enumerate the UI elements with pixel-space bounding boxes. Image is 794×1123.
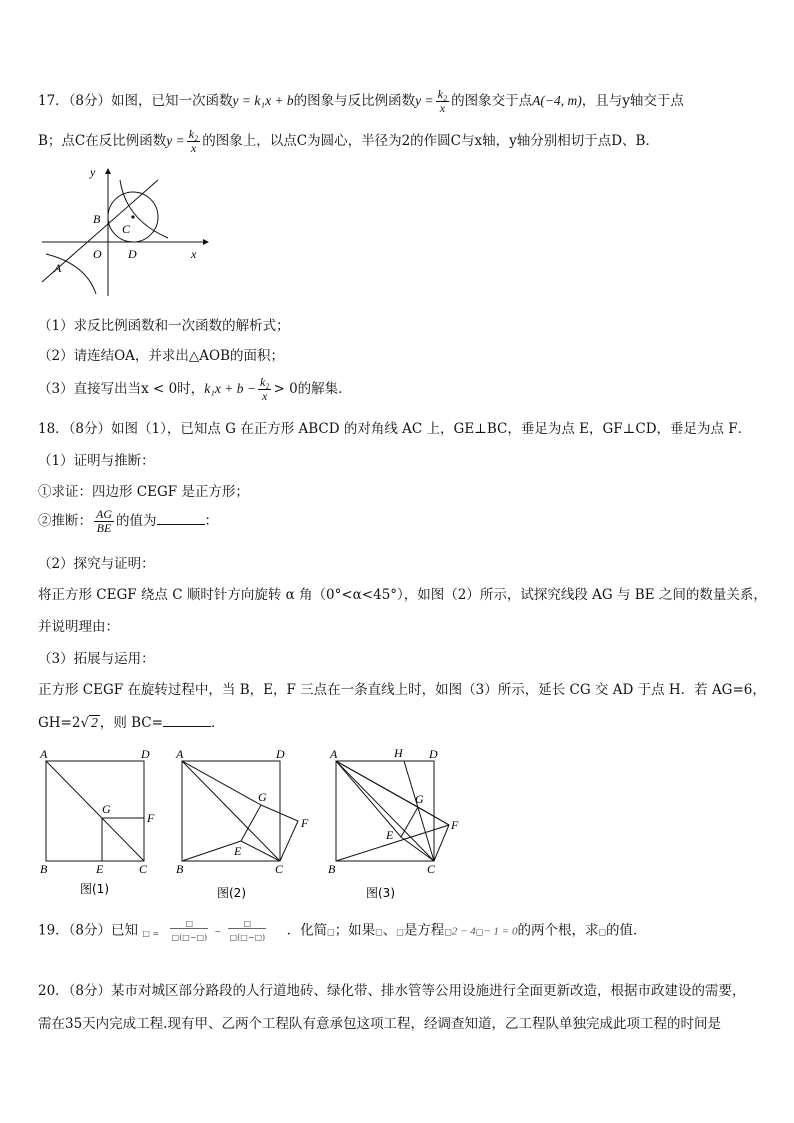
- q18-line1: 18．（8分）如图（1），已知点 G 在正方形 ABCD 的对角线 AC 上，GE⊥BC，垂足为点 E，GF⊥CD，垂足为点 F．: [38, 421, 752, 437]
- q19-frac-b-den: □(□−□): [229, 933, 266, 942]
- fig3-label-c: C: [427, 862, 436, 876]
- q18-line10-c: ．: [210, 715, 225, 731]
- q17-sub3: [38, 376, 352, 403]
- q19-frac-a: □: [170, 919, 208, 929]
- q17-sub1: （1）求反比例函数和一次函数的解析式；: [38, 318, 290, 334]
- q17-frac2-num: k₂: [188, 127, 199, 141]
- q19-frac-b: □: [228, 919, 266, 929]
- q17-frac-den: x: [439, 101, 446, 115]
- q17-frac-num: k₂: [437, 87, 448, 101]
- q17-y-eq-2: y =: [166, 133, 185, 148]
- center-c-dot: [131, 215, 134, 218]
- fig1-label-a: A: [40, 747, 48, 761]
- q19-garbled-expression: [142, 917, 282, 945]
- fig3-ae: [336, 761, 401, 837]
- fig2: [175, 747, 309, 900]
- fig3-label-b: B: [328, 862, 336, 876]
- q18-line4-c: ：: [204, 513, 218, 529]
- q17-line2: [38, 128, 659, 155]
- fig1-diagonal-ac: [46, 761, 144, 861]
- fig2-label-f: F: [301, 816, 309, 830]
- x-axis-arrow: [203, 239, 209, 245]
- fig3-label-f: F: [451, 818, 459, 832]
- q17-mid1: 的图象与反比例函数: [293, 93, 416, 109]
- fig3-label-e: E: [386, 828, 394, 842]
- y-axis-arrow: [105, 168, 111, 174]
- q17-point-a: A(−4, m): [532, 93, 582, 108]
- fig1-caption: 图(1): [80, 882, 109, 896]
- q17-prefix: 17．（8分）如图，已知一次函数: [38, 93, 233, 109]
- q17-sub3-b: > 0的解集．: [273, 381, 352, 397]
- q19-box-1: □ =: [142, 929, 160, 938]
- q19-line: [38, 917, 647, 945]
- label-a: A: [54, 261, 62, 275]
- q19-mid2: ；如果: [334, 922, 376, 939]
- q19-eq: 2 − 4: [451, 925, 476, 938]
- q17-sub3-den: x: [262, 389, 268, 403]
- fig2-caption: 图(2): [217, 886, 246, 900]
- q18-line4-a: ②推断：: [38, 513, 92, 529]
- fig1: [39, 747, 155, 896]
- q18-line5: （2）探究与证明：: [38, 556, 155, 572]
- q17-fraction-2: [187, 128, 201, 155]
- q18-line10-a: GH=2: [38, 715, 81, 731]
- fig2-square-cegf: [241, 805, 298, 861]
- q19-frac-a-den: □(□−□): [171, 933, 208, 942]
- q18-line2: （1）证明与推断：: [38, 453, 155, 469]
- q18-line10: GH=2√ 2 ，则 BC= ．: [38, 715, 225, 731]
- q17-sub3-num: k₂: [259, 375, 270, 389]
- q17-mid2: 的图象交于点: [451, 93, 533, 109]
- fig1-label-b: B: [40, 862, 48, 876]
- q18-line8: （3）拓展与运用：: [38, 651, 155, 667]
- fig2-label-c: C: [275, 862, 284, 876]
- answer-blank-1: [157, 512, 205, 525]
- fig3-caption: 图(3): [366, 886, 395, 900]
- q18-line6: 将正方形 CEGF 绕点 C 顺时针方向旋转 α 角（0°<α<45°），如图（2）所示，试探究线段 AG 与 BE 之间的数量关系，: [38, 587, 767, 603]
- q19-tail2: 的值．: [606, 922, 647, 939]
- label-o: O: [93, 247, 102, 261]
- q18-frac-den: BE: [96, 521, 112, 535]
- fig2-label-g: G: [258, 790, 267, 804]
- fig2-label-b: B: [176, 862, 184, 876]
- q19-box: □: [327, 927, 335, 937]
- fig1-label-c: C: [139, 862, 148, 876]
- fig1-label-f: F: [147, 811, 155, 825]
- fig3-label-g: G: [415, 792, 424, 806]
- fig3-label-h: H: [394, 746, 403, 760]
- q19-box: □: [375, 927, 383, 937]
- q20-line2: 需在35天内完成工程.现有甲、乙两个工程队有意承包这项工程，经调查知道，乙工程队单独完成此项工程的时间是: [38, 1016, 721, 1032]
- q19-eq2: − 1 = 0: [483, 925, 518, 938]
- answer-blank-2: [163, 714, 211, 727]
- label-c: C: [122, 222, 131, 236]
- q19-box: □: [444, 927, 452, 937]
- q17-y-eq: y =: [415, 93, 434, 108]
- fig3: [328, 746, 459, 900]
- fig2-label-a: A: [176, 747, 184, 761]
- q17-fraction: [436, 88, 450, 115]
- q17-frac2-den: x: [190, 141, 197, 155]
- q18-frac-num: AG: [96, 507, 112, 521]
- q17-line2-b: 的图象上，以点C为圆心，半径为2的作圆C与x轴，y轴分别相切于点D、B．: [202, 133, 659, 149]
- q18-line9: 正方形 CEGF 在旋转过程中，当 B，E，F 三点在一条直线上时，如图（3）所示，延长 CG 交 AD 于点 H．若 AG=6，: [38, 682, 766, 698]
- fig1-label-d: D: [141, 747, 150, 761]
- q17-line1: [38, 88, 684, 115]
- q18-line7: 并说明理由：: [38, 619, 119, 635]
- fig1-label-e: E: [96, 862, 104, 876]
- label-x: x: [191, 247, 197, 261]
- q17-linear-function: y = k₁x + b: [232, 93, 294, 108]
- q17-sub3-a: （3）直接写出当x < 0时，: [38, 381, 205, 397]
- fig2-diagonal-ac: [182, 761, 280, 861]
- q17-sub3-frac: [258, 376, 272, 403]
- q19-box: □: [598, 927, 607, 937]
- q17-tail: ，且与y轴交于点: [581, 93, 684, 109]
- label-b: B: [93, 212, 101, 226]
- q19-prefix: 19．（8分）已知: [38, 922, 139, 939]
- q18-line4: [38, 508, 218, 535]
- q19-box: □: [396, 927, 404, 937]
- q18-frac: [94, 508, 114, 535]
- fig3-label-a: A: [330, 747, 338, 761]
- fig2-label-d: D: [276, 747, 285, 761]
- sqrt-2: 2: [91, 715, 98, 730]
- q18-line3: ①求证：四边形 CEGF 是正方形；: [38, 484, 249, 500]
- fig2-be: [182, 841, 241, 861]
- fig3-label-d: D: [429, 747, 438, 761]
- q19-tail: 的两个根，求: [517, 922, 599, 939]
- fig2-ag: [182, 761, 261, 805]
- q17-figure: [38, 160, 213, 300]
- q18-figures: [36, 745, 466, 905]
- q18-line4-b: 的值为: [116, 513, 157, 529]
- label-d: D: [128, 247, 137, 261]
- q18-line10-b: ，则 BC=: [99, 715, 163, 731]
- q19-mid4: 是方程: [403, 922, 445, 939]
- q19-box: □: [475, 927, 484, 937]
- q19-mid3: 、: [382, 922, 397, 939]
- fig2-label-e: E: [234, 844, 242, 858]
- q17-line2-a: B；点C在反比例函数: [38, 133, 167, 149]
- fig3-af: [336, 761, 449, 825]
- q20-line1: 20．（8分）某市对城区部分路段的人行道地砖、绿化带、排水管等公用设施进行全面更新改造，根据市政建设的需要，: [38, 983, 746, 999]
- q19-minus: −: [214, 927, 222, 936]
- fig1-label-g: G: [102, 802, 111, 816]
- label-y: y: [90, 165, 96, 179]
- q17-sub2: （2）请连结OA，并求出△AOB的面积；: [38, 348, 285, 364]
- q19-mid: ．化简: [286, 922, 328, 939]
- q17-sub3-expr: k₁x + b −: [204, 381, 256, 396]
